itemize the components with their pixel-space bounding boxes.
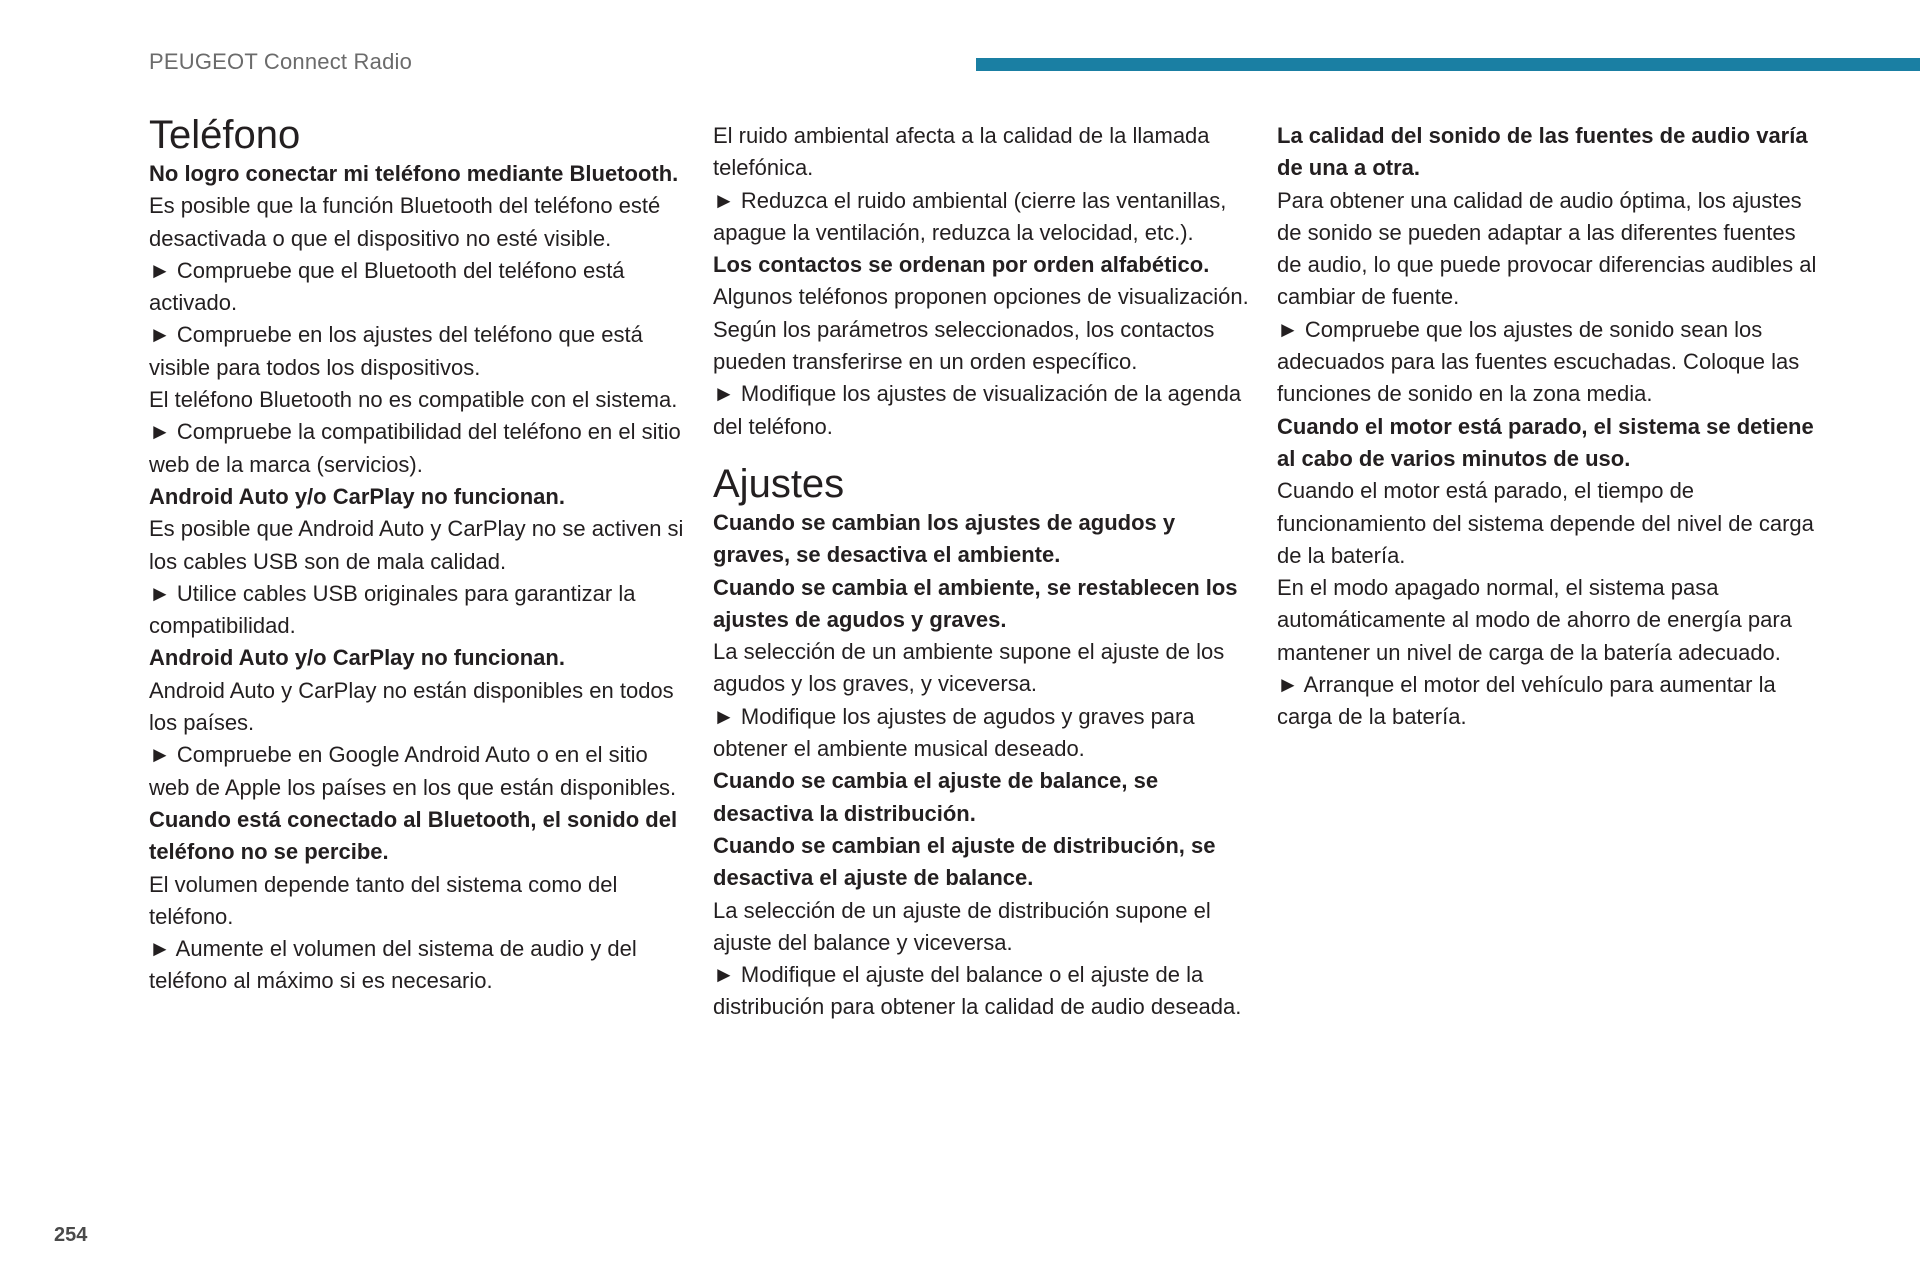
- action-paragraph: ► Compruebe la compatibilidad del teléfono en el sitio web de la marca (servicios).: [149, 419, 681, 477]
- action-paragraph: ► Arranque el motor del vehículo para aumentar la carga de la batería.: [1277, 672, 1776, 730]
- column-1: [149, 112, 689, 998]
- question-heading: Cuando se cambia el ajuste de balance, se desactiva la distribución.: [713, 768, 1159, 826]
- action-paragraph: ► Aumente el volumen del sistema de audio y del teléfono al máximo si es necesario.: [149, 936, 637, 994]
- section-title-ajustes: Ajustes: [713, 461, 845, 506]
- body-paragraph: El volumen depende tanto del sistema como del teléfono.: [149, 871, 618, 929]
- action-paragraph: ► Modifique los ajustes de agudos y graves para obtener el ambiente musical deseado.: [713, 703, 1195, 762]
- body-paragraph: El teléfono Bluetooth no es compatible con el sistema.: [149, 387, 678, 413]
- action-paragraph: ► Compruebe que el Bluetooth del teléfono está activado.: [149, 257, 625, 316]
- body-paragraph: El ruido ambiental afecta a la calidad de la llamada telefónica.: [713, 123, 1210, 181]
- body-paragraph: Es posible que la función Bluetooth del teléfono esté desactivada o que el dispositivo no esté visible.: [149, 193, 661, 251]
- body-paragraph: Es posible que Android Auto y CarPlay no se activen si los cables USB son de mala calidad.: [149, 516, 684, 574]
- page-number: 254: [54, 1224, 88, 1246]
- body-paragraph: Para obtener una calidad de audio óptima, los ajustes de sonido se pueden adaptar a las diferentes fuentes de audio, lo que puede provocar diferencias audibles al cambiar de fuente.: [1277, 187, 1817, 310]
- body-paragraph: Cuando el motor está parado, el tiempo de funcionamiento del sistema depende del nivel de carga de la batería.: [1277, 478, 1814, 568]
- action-paragraph: ► Reduzca el ruido ambiental (cierre las ventanillas, apague la ventilación, reduzca la velocidad, etc.).: [713, 187, 1227, 245]
- action-paragraph: ► Compruebe en los ajustes del teléfono que está visible para todos los dispositivos.: [149, 322, 643, 380]
- action-paragraph: ► Modifique el ajuste del balance o el ajuste de la distribución para obtener la calidad de audio deseada.: [713, 962, 1242, 1020]
- question-heading: Android Auto y/o CarPlay no funcionan.: [149, 483, 565, 509]
- question-heading: La calidad del sonido de las fuentes de audio varía de una a otra.: [1277, 123, 1808, 181]
- action-paragraph: ► Compruebe que los ajustes de sonido sean los adecuados para las fuentes escuchadas. Coloque las funciones de sonido en la zona media.: [1277, 316, 1800, 407]
- action-paragraph: ► Utilice cables USB originales para garantizar la compatibilidad.: [149, 580, 636, 639]
- header-accent-bar: [976, 58, 1920, 71]
- question-heading: Los contactos se ordenan por orden alfabético.: [713, 252, 1210, 278]
- action-paragraph: ► Compruebe en Google Android Auto o en el sitio web de Apple los países en los que están disponibles.: [149, 742, 677, 800]
- question-heading: No logro conectar mi teléfono mediante Bluetooth.: [149, 161, 679, 186]
- body-paragraph: La selección de un ambiente supone el ajuste de los agudos y los graves, y viceversa.: [713, 639, 1225, 697]
- action-paragraph: ► Modifique los ajustes de visualización de la agenda del teléfono.: [713, 381, 1242, 439]
- section-title-telefono: Teléfono: [149, 113, 301, 157]
- column-3: [1277, 112, 1817, 734]
- question-heading: Cuando está conectado al Bluetooth, el sonido del teléfono no se percibe.: [149, 806, 678, 865]
- question-heading: Cuando el motor está parado, el sistema se detiene al cabo de varios minutos de uso.: [1277, 413, 1814, 471]
- question-heading: Android Auto y/o CarPlay no funcionan.: [149, 645, 565, 671]
- question-heading: Cuando se cambian el ajuste de distribución, se desactiva el ajuste de balance.: [713, 832, 1216, 891]
- question-heading: Cuando se cambian los ajustes de agudos y graves, se desactiva el ambiente.: [713, 509, 1176, 568]
- body-paragraph: En el modo apagado normal, el sistema pasa automáticamente al modo de ahorro de energía para mantener un nivel de carga de la batería adecuado.: [1277, 575, 1792, 665]
- body-paragraph: Algunos teléfonos proponen opciones de visualización. Según los parámetros seleccionados, los contactos pueden transferirse en un orden específico.: [713, 284, 1249, 375]
- column-2: [713, 112, 1253, 1024]
- body-paragraph: Android Auto y CarPlay no están disponibles en todos los países.: [149, 677, 674, 736]
- question-heading: Cuando se cambia el ambiente, se restablecen los ajustes de agudos y graves.: [713, 574, 1238, 632]
- body-paragraph: La selección de un ajuste de distribución supone el ajuste del balance y viceversa.: [713, 897, 1211, 955]
- running-header-title: PEUGEOT Connect Radio: [149, 49, 413, 74]
